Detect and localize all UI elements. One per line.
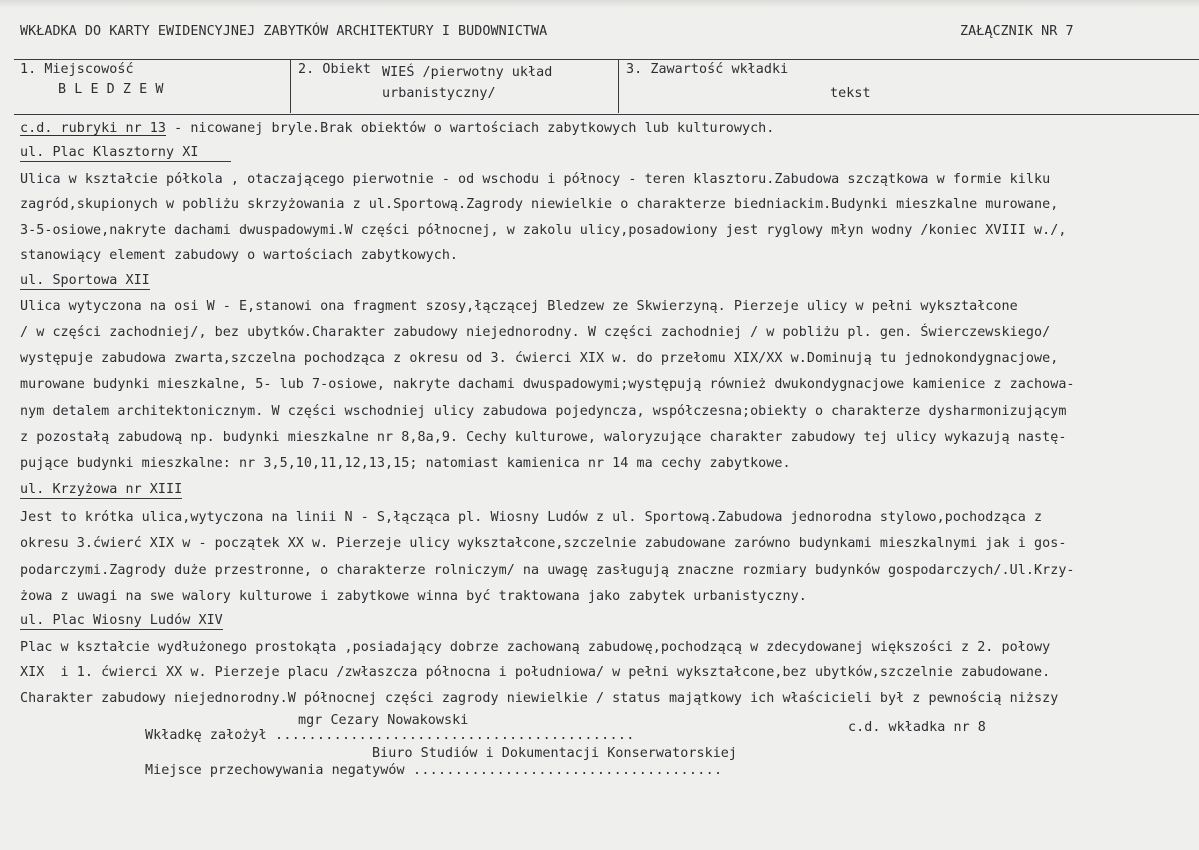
section-line: 3-5-osiowe,nakryte dachami dwuspadowymi.W części północnej, w zakolu ulicy,posadowiony jest ryglowy młyn wodny /koniec XVIII w./, (20, 223, 1067, 238)
object-value-line2: urbanistyczny/ (382, 86, 496, 101)
section-heading-label: ul. Sportowa XII (20, 273, 150, 288)
fields-table (14, 59, 1199, 115)
object-label: 2. Obiekt (298, 62, 372, 77)
content-value: tekst (830, 86, 871, 101)
object-value-line1: WIEŚ /pierwotny układ (382, 65, 553, 80)
storage-dots: ..................................... (404, 763, 723, 778)
storage-organization: Biuro Studiów i Dokumentacji Konserwatorskiej (372, 746, 738, 761)
page-top-edge (0, 0, 1199, 8)
section-line: Charakter zabudowy niejednorodny.W północnej części zagrody niewielkie / status majątkowy ich właścicieli był z pewnością niższy (20, 691, 1059, 706)
section-line: nym detalem architektonicznym. W części wschodniej ulicy zabudowa pojedyncza, współczesna;obiekty o charakterze dysharmonizującym (20, 404, 1067, 419)
continuation-line (20, 121, 774, 137)
annex-number: ZAŁĄCZNIK NR 7 (960, 24, 1074, 39)
section-heading-label: ul. Krzyżowa nr XIII (20, 482, 183, 497)
section-line: występuje zabudowa zwarta,szczelna pochodząca z okresu od 3. ćwierci XIX w. do przełomu XIX/XX w.Dominują tu jednokondygnacjowe, (20, 351, 1059, 366)
author-dots: ........................................... (266, 728, 635, 743)
author-line (145, 728, 635, 744)
section-line: żowa z uwagi na swe walory kulturowe i zabytkowe winna być traktowana jako zabytek urbanistyczny. (20, 589, 807, 604)
author-name: mgr Cezary Nowakowski (298, 713, 469, 728)
continuation-prefix: c.d. rubryki nr 13 (20, 121, 167, 136)
section-line: Ulica wytyczona na osi W - E,stanowi ona fragment szosy,łączącej Bledzew ze Skwierzyną. Pierzeje ulicy w pełni wykształcone (20, 299, 1018, 314)
document-title: WKŁADKA DO KARTY EWIDENCYJNEJ ZABYTKÓW ARCHITEKTURY I BUDOWNICTWA (20, 24, 548, 39)
storage-label: Miejsce przechowywania negatywów (145, 763, 405, 778)
section-line: Jest to krótka ulica,wytyczona na linii N - S,łącząca pl. Wiosny Ludów z ul. Sportową.Zabudowa jednorodna stylowo,pochodząca z (20, 510, 1043, 525)
section-heading-label: ul. Plac Klasztorny XI (20, 145, 199, 160)
section-line: pujące budynki mieszkalne: nr 3,5,10,11,12,13,15; natomiast kamienica nr 14 ma cechy zabytkowe. (20, 456, 791, 471)
content-label: 3. Zawartość wkładki (626, 62, 789, 77)
section-heading-label: ul. Plac Wiosny Ludów XIV (20, 613, 223, 628)
section-line: XIX i 1. ćwierci XX w. Pierzeje placu /zwłaszcza północna i południowa/ w pełni wykształcone,bez ubytków,szczelnie zabudowane. (20, 665, 1051, 680)
section-line: Ulica w kształcie półkola , otaczającego pierwotnie - od wschodu i północy - teren klasztoru.Zabudowa szczątkowa w formie kilku (20, 172, 1051, 187)
section-heading-xiii (20, 482, 182, 498)
section-heading-xi (20, 145, 231, 161)
continuation-note: c.d. wkładka nr 8 (848, 720, 986, 735)
section-line: Plac w kształcie wydłużonego prostokąta ,posiadający dobrze zachowaną zabudowę,pochodzącą w zdecydowanej większości z 2. połowy (20, 640, 1051, 655)
section-line: murowane budynki mieszkalne, 5- lub 7-osiowe, nakryte dachami dwuspadowymi;występują również dwukondygnacjowe kamienice z zachowa- (20, 377, 1075, 392)
section-heading-xiv (20, 613, 223, 629)
author-label: Wkładkę założył (145, 728, 267, 743)
locality-label: 1. Miejscowość (20, 62, 134, 77)
section-heading-xii (20, 273, 150, 289)
storage-line (145, 763, 722, 779)
section-line: podarczymi.Zagrody duże przestronne, o charakterze rolniczym/ na uwagę zasługują znaczne rozmiary budynków gospodarczych/.Ul.Krzy- (20, 563, 1075, 578)
section-line: okresu 3.ćwierć XIX w - początek XX w. Pierzeje ulicy wykształcone,szczelnie zabudowane zarówno budynkami mieszkalnymi jak i gos- (20, 536, 1067, 551)
section-line: zagród,skupionych w pobliżu skrzyżowania z ul.Sportową.Zagrody niewielkie o charakterze biedniackim.Budynki mieszkalne murowane, (20, 197, 1059, 212)
section-line: stanowiący element zabudowy o wartościach zabytkowych. (20, 248, 459, 263)
field-divider (618, 59, 619, 113)
continuation-text: - nicowanej bryle.Brak obiektów o wartościach zabytkowych lub kulturowych. (166, 121, 775, 136)
section-line: / w części zachodniej/, bez ubytków.Charakter zabudowy niejednorodny. W części zachodniej / w pobliżu pl. gen. Świerczewskiego/ (20, 325, 1051, 340)
locality-value: B L E D Z E W (58, 82, 164, 97)
section-line: z pozostałą zabudową np. budynki mieszkalne nr 8,8a,9. Cechy kulturowe, waloryzujące charakter zabudowy tej ulicy wykazują nastę- (20, 430, 1067, 445)
field-divider (290, 59, 291, 113)
